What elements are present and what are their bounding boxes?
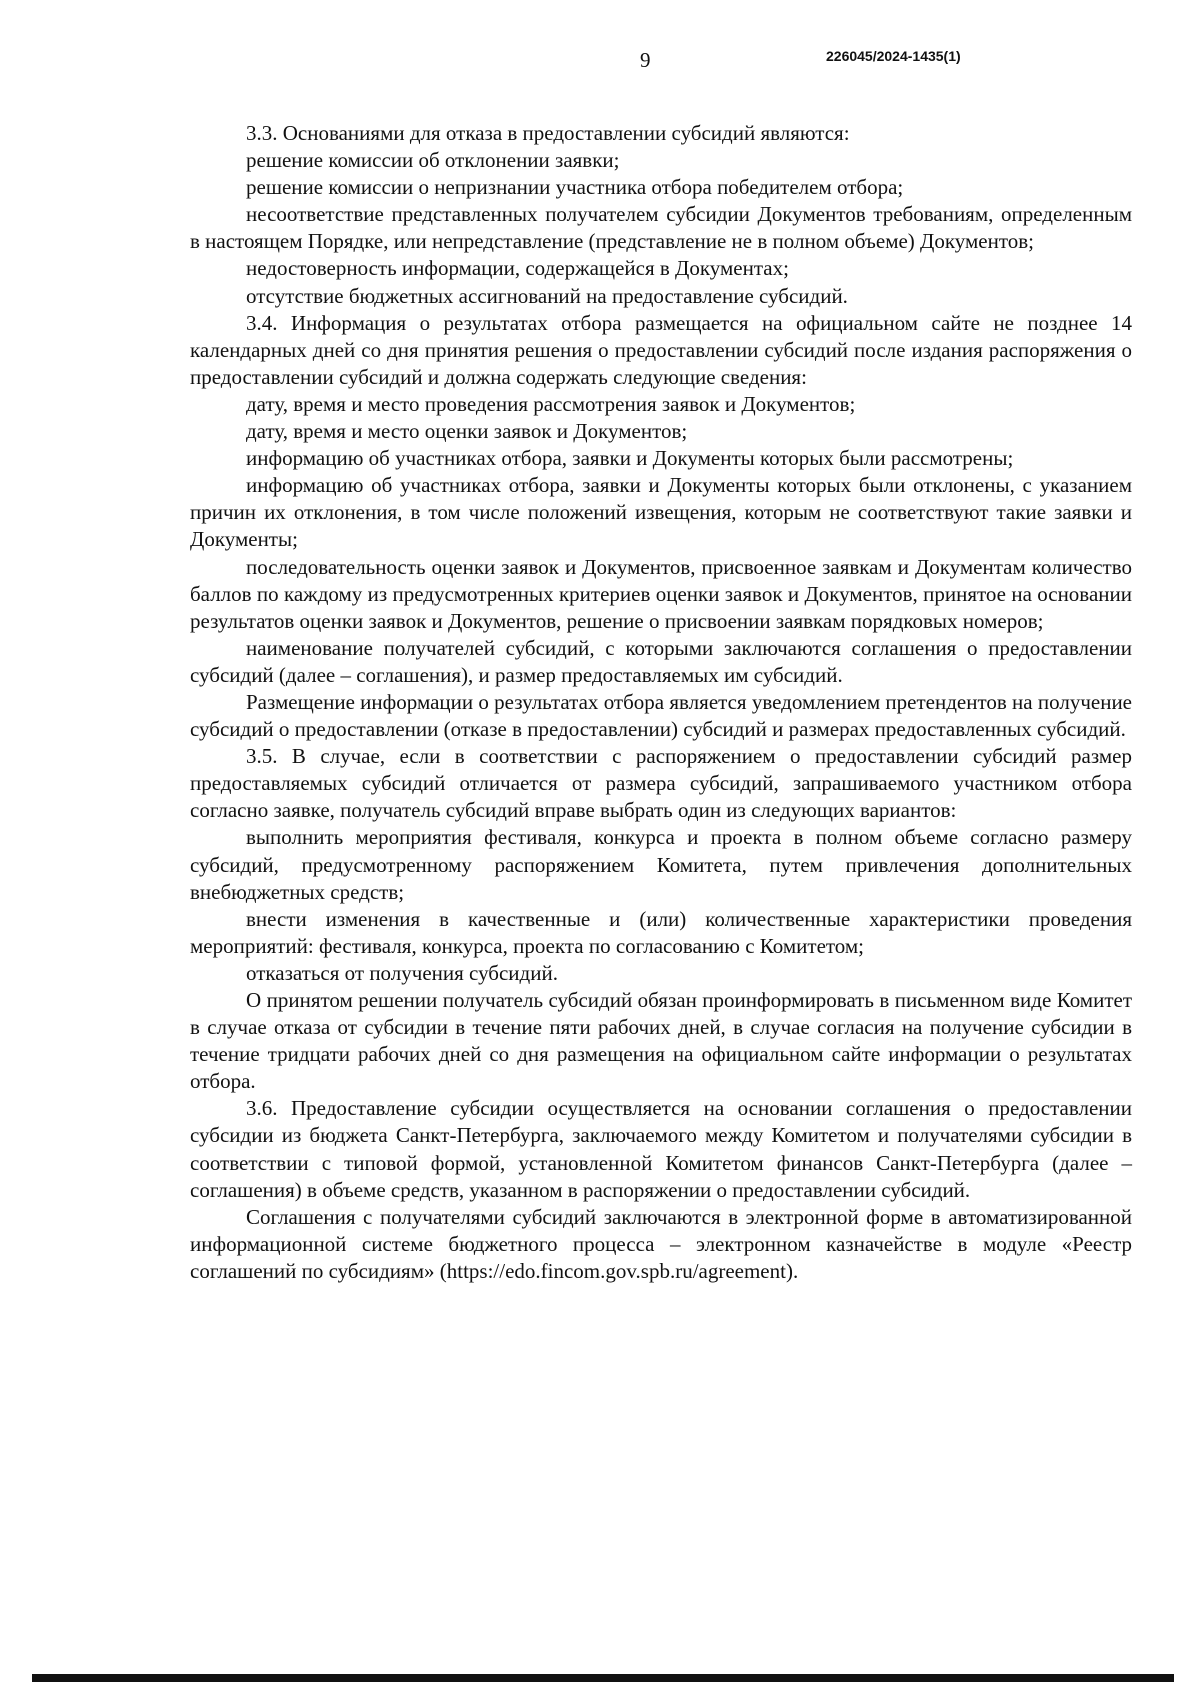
page-number: 9 (640, 48, 651, 72)
document-body (190, 120, 1132, 1285)
paragraph-3-5: 3.5. В случае, если в соответствии с распоряжением о предоставлении субсидий размер предоставляемых субсидий отличается от размера субсидий, запрашиваемого участником отбора согласно заявке, получатель субсидий вправе выбрать один из следующих вариантов: (190, 744, 1132, 823)
list-item: отказаться от получения субсидий. (246, 960, 558, 985)
list-item: дату, время и место оценки заявок и Документов; (246, 419, 688, 444)
list-item: недостоверность информации, содержащейся в Документах; (246, 256, 789, 281)
list-item: внести изменения в качественные и (или) количественные характеристики проведения мероприятий: фестиваля, конкурса, проекта по согласованию с Комитетом; (190, 906, 1132, 958)
list-item: последовательность оценки заявок и Документов, присвоенное заявкам и Документам количество баллов по каждому из предусмотренных критериев оценки заявок и Документов, принятое на основании результатов оценки заявок и Документов, решение о присвоении заявкам порядковых номеров; (190, 554, 1132, 633)
list-item: наименование получателей субсидий, с которыми заключаются соглашения о предоставлении субсидий (далее – соглашения), и размер предоставляемых им субсидий. (190, 635, 1132, 687)
list-item: решение комиссии о непризнании участника отбора победителем отбора; (246, 175, 904, 200)
list-item: дату, время и место проведения рассмотрения заявок и Документов; (246, 391, 856, 416)
document-id: 226045/2024-1435(1) (826, 48, 961, 64)
paragraph-3-4: 3.4. Информация о результатах отбора размещается на официальном сайте не позднее 14 календарных дней со дня принятия решения о предоставлении субсидий после издания распоряжения о предоставлении субсидий и должна содержать следующие сведения: (190, 310, 1132, 389)
paragraph-3-3: 3.3. Основаниями для отказа в предоставлении субсидий являются: (246, 121, 850, 145)
list-item: несоответствие представленных получателем субсидии Документов требованиям, определенным в настоящем Порядке, или непредставление (представление не в полном объеме) Документов; (190, 202, 1132, 254)
paragraph: Соглашения с получателями субсидий заключаются в электронной форме в автоматизированной информационной системе бюджетного процесса – электронном казначействе в модуле «Реестр соглашений по субсидиям» (https://edo.fincom.gov.spb.ru/agreement). (190, 1204, 1132, 1283)
list-item: решение комиссии об отклонении заявки; (246, 148, 620, 173)
list-item: информацию об участниках отбора, заявки и Документы которых были отклонены, с указанием причин их отклонения, в том числе положений извещения, которым не соответствуют такие заявки и Документы; (190, 473, 1132, 552)
paragraph-3-6: 3.6. Предоставление субсидии осуществляется на основании соглашения о предоставлении субсидии из бюджета Санкт-Петербурга, заключаемого между Комитетом и получателями субсидии в соответствии с типовой формой, установленной Комитетом финансов Санкт-Петербурга (далее – соглашения) в объеме средств, указанном в распоряжении о предоставлении субсидий. (190, 1096, 1132, 1202)
list-item: информацию об участниках отбора, заявки и Документы которых были рассмотрены; (246, 446, 1014, 471)
paragraph: Размещение информации о результатах отбора является уведомлением претендентов на получение субсидий о предоставлении (отказе в предоставлении) субсидий и размерах предоставленных субсидий. (190, 689, 1132, 742)
list-item: отсутствие бюджетных ассигнований на предоставление субсидий. (246, 283, 848, 308)
list-item: выполнить мероприятия фестиваля, конкурса и проекта в полном объеме согласно размеру субсидий, предусмотренному распоряжением Комитета, путем привлечения дополнительных внебюджетных средств; (190, 825, 1132, 904)
bottom-scan-border (32, 1674, 1174, 1682)
paragraph: О принятом решении получатель субсидий обязан проинформировать в письменном виде Комитет в случае отказа от субсидии в течение пяти рабочих дней, в случае согласия на получение субсидии в течение тридцати рабочих дней со дня размещения на официальном сайте информации о результатах отбора. (190, 988, 1132, 1094)
